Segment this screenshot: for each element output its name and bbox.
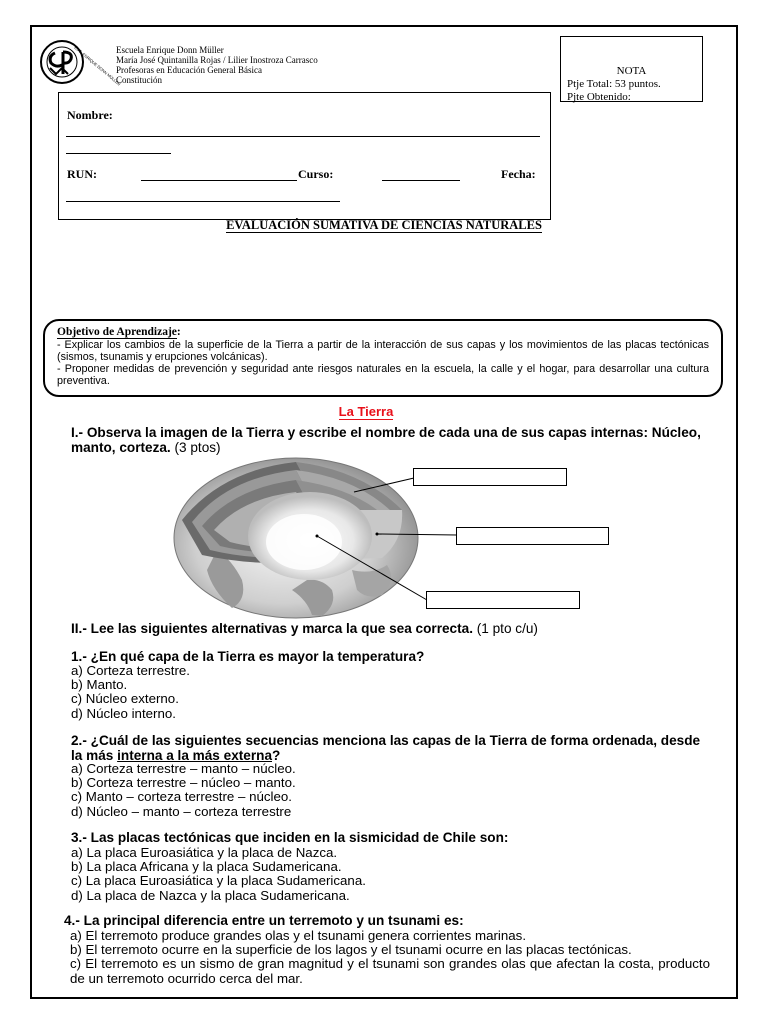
name-label: Nombre:: [67, 108, 113, 122]
option[interactable]: c) La placa Euroasiática y la placa Sudamericana.: [71, 873, 366, 889]
option[interactable]: d) La placa de Nazca y la placa Sudamericana.: [71, 887, 350, 903]
question-1-options: [71, 664, 190, 721]
option[interactable]: b) Corteza terrestre – núcleo – manto.: [71, 775, 296, 791]
exam-title: EVALUACIÓN SUMATIVA DE CIENCIAS NATURALES: [226, 218, 542, 232]
question-2: 2.- ¿Cuál de las siguientes secuencias menciona las capas de la Tierra de forma ordenada, desde la más interna a la más externa?: [71, 733, 701, 763]
objective-line: - Proponer medidas de prevención y seguridad ante riesgos naturales en la escuela, la calle y el hogar, para desarrollar una cultura preventiva.: [57, 363, 709, 387]
score-total: Ptje Total: 53 puntos.: [567, 78, 661, 90]
school-line: Constitución: [116, 75, 163, 85]
name-line[interactable]: [66, 136, 540, 137]
option[interactable]: c) Núcleo externo.: [71, 691, 179, 707]
name-line-2[interactable]: [66, 153, 171, 154]
option[interactable]: b) La placa Africana y la placa Sudamericana.: [71, 859, 342, 875]
option[interactable]: b) El terremoto ocurre en la superficie de los lagos y el tsunami ocurre en las placas tectónicas.: [70, 942, 632, 958]
logo-text: ESC. ENRIQUE DONN MÜLLER: [73, 44, 122, 87]
section-title: La Tierra: [338, 404, 394, 419]
layer-answer-box-1[interactable]: [413, 468, 567, 486]
question-3: 3.- Las placas tectónicas que inciden en la sismicidad de Chile son:: [71, 830, 509, 845]
run-label: RUN:: [67, 167, 97, 181]
option[interactable]: b) Manto.: [71, 677, 128, 693]
school-line: Escuela Enrique Donn Müller: [116, 45, 224, 55]
student-info-box: [58, 92, 551, 220]
option[interactable]: a) Corteza terrestre.: [71, 663, 190, 678]
option[interactable]: c) Manto – corteza terrestre – núcleo.: [71, 789, 292, 805]
score-title: NOTA: [616, 65, 647, 77]
date-line[interactable]: [66, 201, 340, 202]
question-4-options: [70, 929, 710, 986]
option[interactable]: d) Núcleo – manto – corteza terrestre: [71, 803, 292, 819]
layer-answer-box-3[interactable]: [426, 591, 580, 609]
part1-instruction: I.- Observa la imagen de la Tierra y escribe el nombre de cada una de sus capas internas: Núcleo, manto, corteza. (3 ptos): [71, 425, 701, 455]
course-line[interactable]: [382, 180, 460, 181]
score-box: [560, 36, 703, 102]
school-line: María José Quintanilla Rojas / Lilier Inostroza Carrasco: [116, 55, 318, 65]
option[interactable]: c) El terremoto es un sismo de gran magnitud y el tsunami son grandes olas que afectan la costa, producto de un terremoto ocurrido cerca del mar.: [70, 956, 710, 986]
question-4: 4.- La principal diferencia entre un terremoto y un tsunami es:: [64, 913, 464, 928]
run-line[interactable]: [141, 180, 297, 181]
question-3-options: [71, 846, 366, 903]
question-2-options: [71, 762, 296, 819]
objective-box: [43, 319, 723, 397]
score-obtained: Pjte Obtenido:: [567, 91, 631, 103]
layer-answer-box-2[interactable]: [456, 527, 609, 545]
school-logo: [38, 38, 122, 87]
option[interactable]: a) El terremoto produce grandes olas y el tsunami genera corrientes marinas.: [70, 928, 527, 943]
objective-heading: Objetivo de Aprendizaje:: [57, 326, 181, 338]
part2-instruction: II.- Lee las siguientes alternativas y marca la que sea correcta. (1 pto c/u): [71, 621, 538, 636]
option[interactable]: a) Corteza terrestre – manto – núcleo.: [71, 761, 296, 776]
option[interactable]: d) Núcleo interno.: [71, 705, 176, 721]
question-1: 1.- ¿En qué capa de la Tierra es mayor la temperatura?: [71, 649, 425, 664]
date-label: Fecha:: [501, 167, 536, 181]
objective-line: - Explicar los cambios de la superficie de la Tierra a partir de la interacción de sus capas y los movimientos de las placas tectónicas (sismos, tsunamis y erupciones volcánicas).: [57, 339, 709, 363]
school-info: [116, 45, 318, 85]
course-label: Curso:: [298, 167, 334, 181]
option[interactable]: a) La placa Euroasiática y la placa de Nazca.: [71, 845, 338, 860]
school-line: Profesoras en Educación General Básica: [116, 65, 262, 75]
